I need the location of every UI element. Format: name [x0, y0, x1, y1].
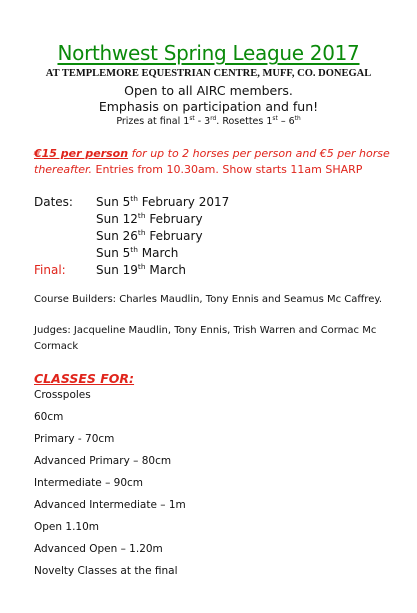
class-item: Advanced Primary – 80cm	[34, 455, 172, 467]
prizes-text-b: - 3	[194, 116, 211, 127]
prizes-sup-2: rd	[210, 115, 217, 122]
class-item: Advanced Intermediate – 1m	[34, 499, 186, 511]
class-item: Primary - 70cm	[34, 433, 115, 445]
prizes-text-a: Prizes at final 1	[116, 116, 190, 127]
entry-fee: €15 per person	[34, 147, 129, 160]
class-item: Open 1.10m	[34, 521, 99, 533]
entry-times: Entries from 10.30am. Show starts 11am SHARP	[92, 163, 363, 176]
prizes-line	[0, 116, 417, 127]
prizes-sup-1: st	[189, 115, 195, 122]
entry-fee-detail: for up to 2 horses per person and €5 per horse thereafter.	[34, 147, 390, 176]
entry-fee-paragraph	[34, 146, 394, 178]
date-item: Sun 26th February	[96, 228, 203, 243]
final-label: Final:	[34, 263, 66, 277]
open-to-line: Open to all AIRC members.	[124, 83, 293, 98]
emphasis-line: Emphasis on participation and fun!	[98, 99, 319, 114]
class-item: Novelty Classes at the final	[34, 565, 178, 577]
venue-line: AT TEMPLEMORE EQUESTRIAN CENTRE, MUFF, CO. DONEGAL	[45, 68, 372, 79]
date-item: Sun 5th March	[96, 245, 179, 260]
class-item: 60cm	[34, 411, 64, 423]
class-item: Advanced Open – 1.20m	[34, 543, 163, 555]
class-item: Intermediate – 90cm	[34, 477, 144, 489]
class-item: Crosspoles	[34, 389, 91, 401]
prizes-text-d: – 6	[277, 116, 295, 127]
date-item: Sun 5th February 2017	[96, 194, 230, 209]
course-builders: Course Builders: Charles Maudlin, Tony Ennis and Seamus Mc Caffrey.	[34, 294, 383, 305]
prizes-sup-4: th	[294, 115, 301, 122]
prizes-text-c: . Rosettes 1	[216, 116, 273, 127]
date-item: Sun 12th February	[96, 211, 203, 226]
prizes-sup-3: st	[272, 115, 278, 122]
classes-title: CLASSES FOR:	[34, 371, 135, 386]
judges: Judges: Jacqueline Maudlin, Tony Ennis, Trish Warren and Cormac Mc Cormack	[34, 325, 377, 352]
dates-label: Dates:	[34, 195, 73, 209]
flyer-title: Northwest Spring League 2017	[57, 41, 360, 65]
final-date: Sun 19th March	[96, 262, 186, 277]
